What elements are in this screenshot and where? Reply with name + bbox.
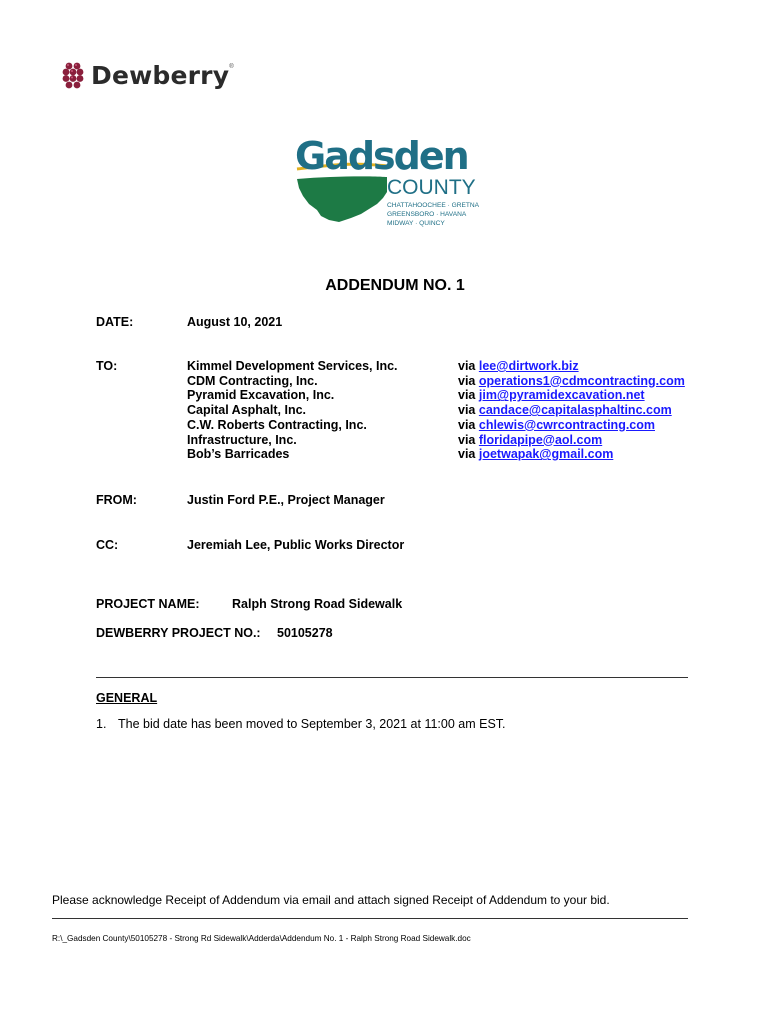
from-label: FROM:: [96, 493, 137, 507]
email-row: via floridapipe@aol.com: [458, 432, 603, 447]
item-text: The bid date has been moved to September 3, 2021 at 11:00 am EST.: [118, 717, 506, 731]
file-path: R:\_Gadsden County\50105278 - Strong Rd Sidewalk\Adderda\Addendum No. 1 - Ralph Strong Road Sidewalk.doc: [52, 934, 471, 943]
recipient-name: Bob’s Barricades: [187, 447, 290, 462]
email-row: via lee@dirtwork.biz: [458, 359, 579, 373]
recipient-name: Kimmel Development Services, Inc.: [187, 359, 398, 373]
item-number: 1.: [96, 717, 107, 731]
email-row: via jim@pyramidexcavation.net: [458, 388, 645, 403]
email-link[interactable]: jim@pyramidexcavation.net: [478, 388, 645, 403]
email-row: via chlewis@cwrcontracting.com: [458, 417, 655, 432]
gadsden-county-label: COUNTY: [387, 176, 476, 199]
email-link[interactable]: candace@capitalasphaltinc.com: [478, 403, 672, 418]
project-no-value: 50105278: [277, 626, 333, 640]
town-line: MIDWAY · QUINCY: [387, 220, 445, 227]
acknowledgement-note: Please acknowledge Receipt of Addendum via email and attach signed Receipt of Addendum to your bid.: [52, 893, 610, 907]
dewberry-logo: [62, 58, 234, 92]
email-link[interactable]: floridapipe@aol.com: [478, 432, 603, 447]
recipient-email-list: [458, 359, 685, 462]
email-link[interactable]: joetwapak@gmail.com: [478, 447, 614, 462]
registered-mark: ®: [229, 64, 234, 70]
date-label: DATE:: [96, 315, 134, 329]
gadsden-title: Gadsden: [295, 134, 468, 178]
section-divider: [96, 677, 688, 678]
project-name-value: Ralph Strong Road Sidewalk: [232, 597, 403, 611]
to-label: TO:: [96, 359, 118, 373]
dewberry-wordmark: Dewberry: [91, 60, 230, 90]
email-row: via operations1@cdmcontracting.com: [458, 373, 685, 388]
berry-icon: [62, 59, 84, 91]
list-item: [96, 717, 506, 731]
email-link[interactable]: operations1@cdmcontracting.com: [478, 373, 685, 388]
recipient-name: Capital Asphalt, Inc.: [187, 403, 307, 418]
project-name-label: PROJECT NAME:: [96, 597, 200, 611]
email-link[interactable]: lee@dirtwork.biz: [478, 359, 579, 373]
recipient-list: [187, 359, 398, 462]
footer-divider: [52, 918, 688, 919]
recipient-name: CDM Contracting, Inc.: [187, 373, 318, 388]
cc-value: Jeremiah Lee, Public Works Director: [187, 538, 405, 552]
recipient-name: C.W. Roberts Contracting, Inc.: [187, 417, 367, 432]
document-title: ADDENDUM NO. 1: [325, 277, 465, 294]
recipient-name: Pyramid Excavation, Inc.: [187, 388, 335, 403]
email-row: via joetwapak@gmail.com: [458, 447, 614, 462]
from-value: Justin Ford P.E., Project Manager: [187, 493, 385, 507]
cc-label: CC:: [96, 538, 119, 552]
town-line: GREENSBORO · HAVANA: [387, 211, 467, 218]
date-value: August 10, 2021: [187, 315, 283, 329]
gadsden-towns: [387, 201, 479, 228]
town-line: CHATTAHOOCHEE · GRETNA: [387, 202, 480, 209]
email-link[interactable]: chlewis@cwrcontracting.com: [478, 417, 655, 432]
project-no-label: DEWBERRY PROJECT NO.:: [96, 626, 261, 640]
general-heading: GENERAL: [96, 691, 158, 705]
email-row: via candace@capitalasphaltinc.com: [458, 403, 672, 418]
recipient-name: Infrastructure, Inc.: [187, 432, 297, 447]
